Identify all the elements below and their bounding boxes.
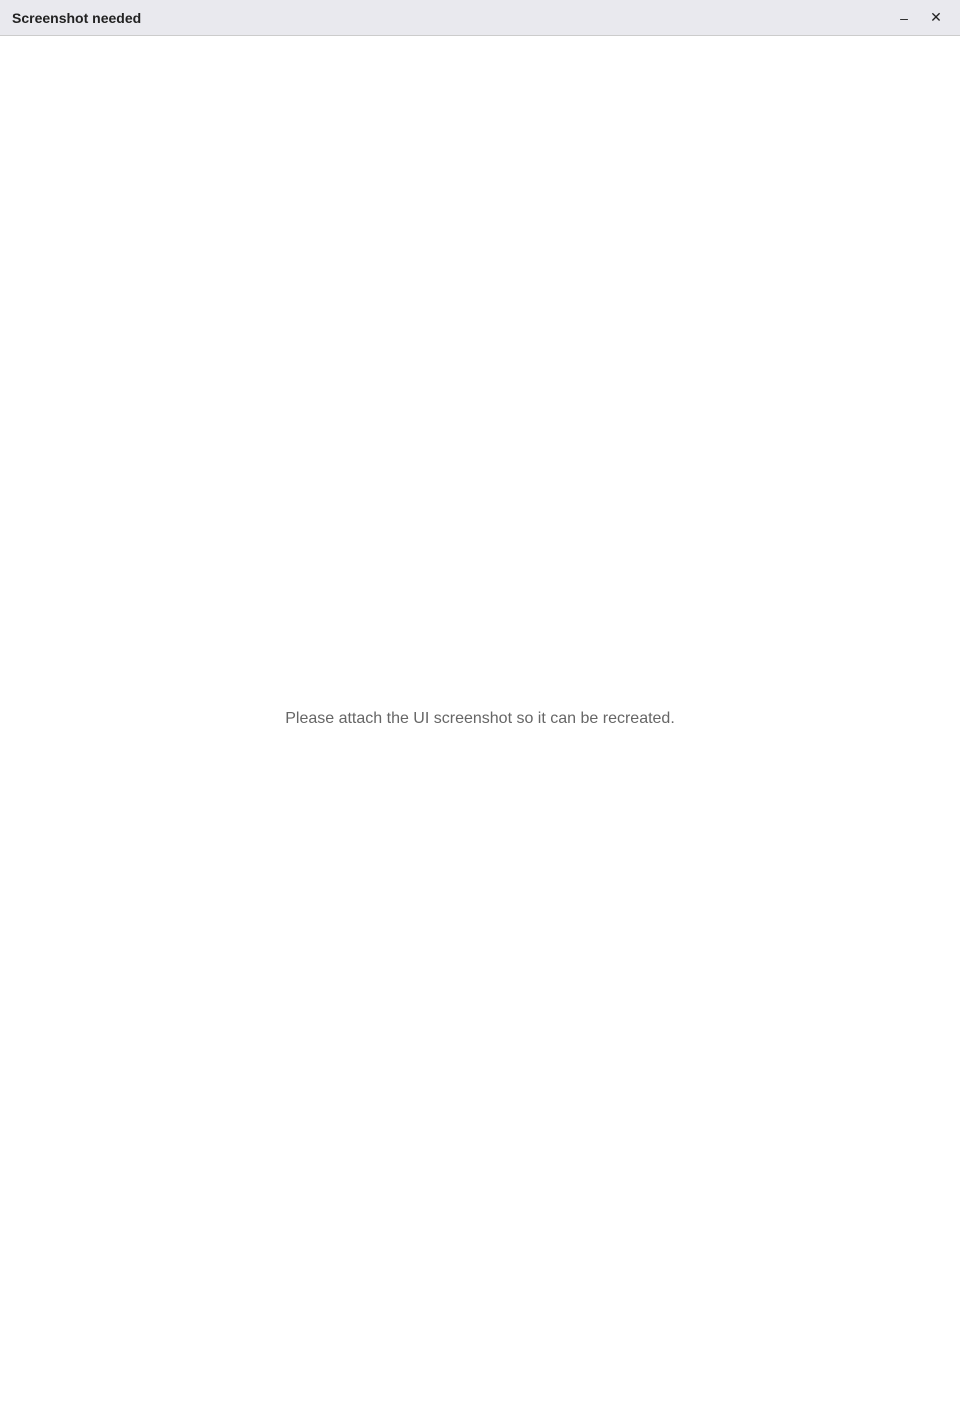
title-bar	[0, 0, 960, 36]
close-icon[interactable]: ✕	[930, 9, 942, 25]
window-controls	[892, 6, 948, 30]
main-content	[0, 36, 960, 1402]
window-title: Screenshot needed	[12, 9, 142, 26]
placeholder-message: Please attach the UI screenshot so it can be recreated.	[285, 710, 675, 727]
minimize-icon[interactable]: –	[900, 9, 908, 26]
